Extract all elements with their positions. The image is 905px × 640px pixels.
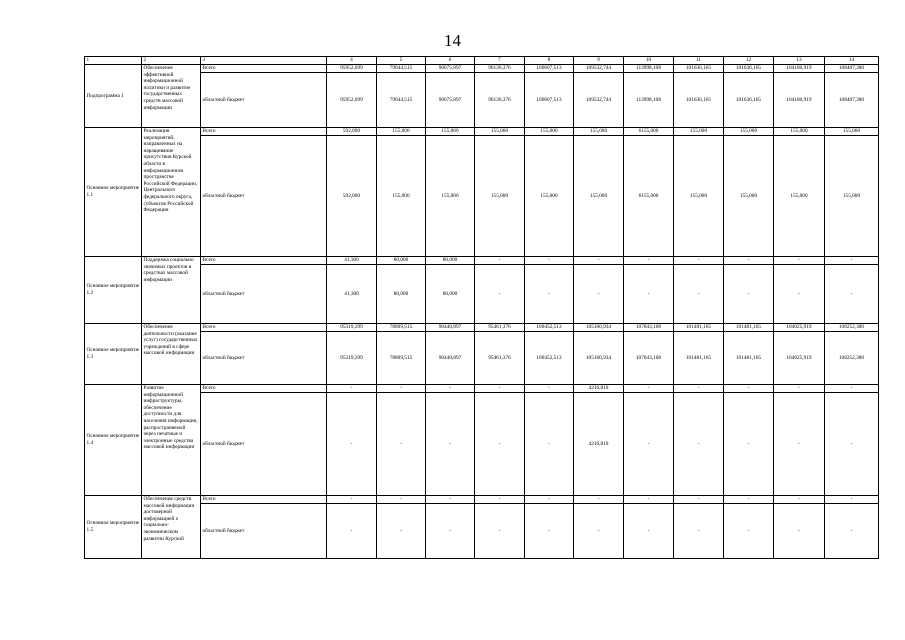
table-row-regional (85, 265, 879, 324)
amount-cell: - (377, 385, 426, 393)
amount-cell: - (475, 504, 525, 559)
table-row-regional (85, 136, 879, 257)
column-number: 8 (525, 57, 574, 65)
table-row-total (85, 324, 879, 332)
amount-cell: 155,000 (774, 128, 825, 136)
amount-cell: 108407,380 (825, 73, 879, 128)
funding-source: Всего (201, 257, 327, 265)
column-number-row (85, 57, 879, 65)
funding-source: Всего (201, 128, 327, 136)
amount-cell: - (724, 504, 774, 559)
amount-cell: 107843,108 (624, 324, 674, 332)
amount-cell: - (475, 393, 525, 496)
amount-cell: 155,000 (525, 136, 574, 257)
table-row-total (85, 496, 879, 504)
amount-cell: - (475, 265, 525, 324)
amount-cell: - (774, 496, 825, 504)
amount-cell: - (624, 257, 674, 265)
program-description: Поддержка социально значимых проектов в средствах массовой информации (142, 257, 201, 324)
amount-cell: - (774, 265, 825, 324)
amount-cell: - (475, 385, 525, 393)
amount-cell: - (674, 265, 724, 324)
budget-table (84, 56, 879, 559)
amount-cell: 104025,919 (774, 324, 825, 332)
amount-cell: - (774, 257, 825, 265)
amount-cell: 100607,513 (525, 65, 574, 73)
amount-cell: - (674, 504, 724, 559)
amount-cell: 155,000 (825, 128, 879, 136)
funding-source: областной бюджет (201, 265, 327, 324)
amount-cell: - (525, 393, 574, 496)
amount-cell: 95952,699 (327, 73, 377, 128)
column-number: 11 (674, 57, 724, 65)
amount-cell: 104025,919 (774, 332, 825, 385)
amount-cell: - (574, 496, 624, 504)
amount-cell: - (426, 393, 475, 496)
amount-cell: - (525, 257, 574, 265)
amount-cell: 155,000 (774, 136, 825, 257)
funding-source: Всего (201, 324, 327, 332)
amount-cell: 101636,165 (674, 65, 724, 73)
amount-cell: 78809,515 (377, 332, 426, 385)
program-description: Обеспечение эффективной информационной политики и развитие государственных средств массовой информации (142, 65, 201, 128)
amount-cell: 101481,165 (724, 324, 774, 332)
amount-cell: - (825, 504, 879, 559)
amount-cell: 78809,515 (377, 324, 426, 332)
table-row-regional (85, 504, 879, 559)
amount-cell: 90675,897 (426, 73, 475, 128)
column-number: 4 (327, 57, 377, 65)
table-row-regional (85, 393, 879, 496)
amount-cell: - (825, 393, 879, 496)
amount-cell: - (377, 504, 426, 559)
funding-source: Всего (201, 65, 327, 73)
program-description: Развитие информационной инфраструктуры, обеспечение доступности для населения информации, распространяемой через печатные и электронные средства массовой информации (142, 385, 201, 496)
table-row-total (85, 385, 879, 393)
table-row-regional (85, 73, 879, 128)
amount-cell: 108407,380 (825, 65, 879, 73)
column-number: 10 (624, 57, 674, 65)
amount-cell: 80,000 (377, 257, 426, 265)
amount-cell: 101481,165 (724, 332, 774, 385)
program-name: Основное мероприятие 1.2 (85, 257, 142, 324)
amount-cell: 155,000 (475, 128, 525, 136)
program-description: Реализация мероприятий, направленных на наращивание присутствия Курской области в информационном пространстве Российской Федерации, Центрального федерального округа, субъектов Российской Федерации (142, 128, 201, 257)
amount-cell: 113998,108 (624, 73, 674, 128)
amount-cell: - (724, 257, 774, 265)
amount-cell: 41,300 (327, 257, 377, 265)
column-number: 7 (475, 57, 525, 65)
amount-cell: - (774, 393, 825, 496)
funding-source: Всего (201, 385, 327, 393)
amount-cell: 113998,108 (624, 65, 674, 73)
amount-cell: 41,300 (327, 265, 377, 324)
amount-cell: 6155,000 (624, 136, 674, 257)
amount-cell: - (825, 265, 879, 324)
funding-source: областной бюджет (201, 73, 327, 128)
amount-cell: 155,000 (525, 128, 574, 136)
amount-cell: 101481,165 (674, 332, 724, 385)
amount-cell: 155,000 (377, 128, 426, 136)
amount-cell: - (327, 385, 377, 393)
amount-cell: 104180,919 (774, 65, 825, 73)
program-name: Основное мероприятие 1.5 (85, 496, 142, 559)
column-number: 2 (142, 57, 201, 65)
amount-cell: 109532,744 (574, 73, 624, 128)
column-number: 14 (825, 57, 879, 65)
amount-cell: - (426, 504, 475, 559)
program-name: Основное мероприятие 1.4 (85, 385, 142, 496)
amount-cell: 101636,165 (724, 73, 774, 128)
amount-cell: 104180,919 (774, 73, 825, 128)
amount-cell: 100452,513 (525, 324, 574, 332)
program-name: Подпрограмма 1 (85, 65, 142, 128)
amount-cell: - (674, 496, 724, 504)
program-description: Обеспечение средств массовой информации достоверной информацией о социально-экономическом развитии Курской (142, 496, 201, 559)
column-number: 9 (574, 57, 624, 65)
amount-cell: 101636,165 (674, 73, 724, 128)
amount-cell: - (574, 257, 624, 265)
amount-cell: - (574, 504, 624, 559)
amount-cell: - (624, 496, 674, 504)
amount-cell: 105160,934 (574, 332, 624, 385)
amount-cell: 95461,376 (475, 332, 525, 385)
table-row-total (85, 65, 879, 73)
amount-cell: - (774, 504, 825, 559)
amount-cell: - (825, 385, 879, 393)
amount-cell: - (475, 496, 525, 504)
amount-cell: 100607,513 (525, 73, 574, 128)
column-number: 6 (426, 57, 475, 65)
amount-cell: 101481,165 (674, 324, 724, 332)
table-row-regional (85, 332, 879, 385)
amount-cell: - (525, 385, 574, 393)
program-description: Обеспечение деятельности (оказание услуг) государственных учреждений в сфере массовой информации (142, 324, 201, 385)
amount-cell: 79044,515 (377, 73, 426, 128)
table-row-total (85, 128, 879, 136)
amount-cell: 90440,897 (426, 324, 475, 332)
amount-cell: - (724, 265, 774, 324)
amount-cell: - (724, 385, 774, 393)
amount-cell: 105160,934 (574, 324, 624, 332)
amount-cell: 80,000 (377, 265, 426, 324)
amount-cell: - (327, 393, 377, 496)
funding-source: Всего (201, 496, 327, 504)
amount-cell: 95319,399 (327, 324, 377, 332)
program-name: Основное мероприятие 1.1 (85, 128, 142, 257)
amount-cell: - (377, 393, 426, 496)
amount-cell: 90440,897 (426, 332, 475, 385)
amount-cell: 95952,699 (327, 65, 377, 73)
amount-cell: - (724, 393, 774, 496)
amount-cell: 100452,513 (525, 332, 574, 385)
amount-cell: 155,000 (377, 136, 426, 257)
amount-cell: 109532,744 (574, 65, 624, 73)
amount-cell: 6155,000 (624, 128, 674, 136)
amount-cell: - (574, 265, 624, 324)
column-number: 5 (377, 57, 426, 65)
amount-cell: 155,000 (825, 136, 879, 257)
amount-cell: 107843,108 (624, 332, 674, 385)
amount-cell: - (624, 504, 674, 559)
amount-cell: - (724, 496, 774, 504)
amount-cell: 155,000 (426, 136, 475, 257)
amount-cell: 96136,376 (475, 73, 525, 128)
column-number: 13 (774, 57, 825, 65)
amount-cell: 155,000 (426, 128, 475, 136)
amount-cell: - (825, 496, 879, 504)
amount-cell: - (624, 265, 674, 324)
amount-cell: - (674, 385, 724, 393)
amount-cell: - (624, 393, 674, 496)
amount-cell: - (377, 496, 426, 504)
amount-cell: - (825, 257, 879, 265)
amount-cell: 155,000 (574, 128, 624, 136)
funding-source: областной бюджет (201, 393, 327, 496)
amount-cell: 90675,897 (426, 65, 475, 73)
amount-cell: 155,000 (724, 136, 774, 257)
amount-cell: - (327, 496, 377, 504)
amount-cell: 95461,376 (475, 324, 525, 332)
amount-cell: 592,000 (327, 128, 377, 136)
amount-cell: 80,000 (426, 257, 475, 265)
amount-cell: 79044,515 (377, 65, 426, 73)
column-number: 3 (201, 57, 327, 65)
amount-cell: 4216,810 (574, 393, 624, 496)
amount-cell: - (426, 496, 475, 504)
program-name: Основное мероприятие 1.3 (85, 324, 142, 385)
amount-cell: - (774, 385, 825, 393)
amount-cell: - (525, 504, 574, 559)
amount-cell: 95319,399 (327, 332, 377, 385)
amount-cell: 155,000 (475, 136, 525, 257)
column-number: 12 (724, 57, 774, 65)
amount-cell: 96136,376 (475, 65, 525, 73)
amount-cell: - (525, 265, 574, 324)
table-row-total (85, 257, 879, 265)
amount-cell: - (674, 393, 724, 496)
amount-cell: 108252,380 (825, 324, 879, 332)
amount-cell: 155,000 (674, 128, 724, 136)
amount-cell: 80,000 (426, 265, 475, 324)
amount-cell: 155,000 (674, 136, 724, 257)
amount-cell: - (674, 257, 724, 265)
page-number: 14 (444, 31, 461, 50)
amount-cell: - (327, 504, 377, 559)
amount-cell: 155,000 (724, 128, 774, 136)
amount-cell: 108252,380 (825, 332, 879, 385)
amount-cell: - (475, 257, 525, 265)
amount-cell: 101636,165 (724, 65, 774, 73)
amount-cell: - (426, 385, 475, 393)
amount-cell: 4216,810 (574, 385, 624, 393)
amount-cell: 592,000 (327, 136, 377, 257)
funding-source: областной бюджет (201, 504, 327, 559)
column-number: 1 (85, 57, 142, 65)
amount-cell: - (525, 496, 574, 504)
amount-cell: 155,000 (574, 136, 624, 257)
amount-cell: - (624, 385, 674, 393)
funding-source: областной бюджет (201, 332, 327, 385)
funding-source: областной бюджет (201, 136, 327, 257)
